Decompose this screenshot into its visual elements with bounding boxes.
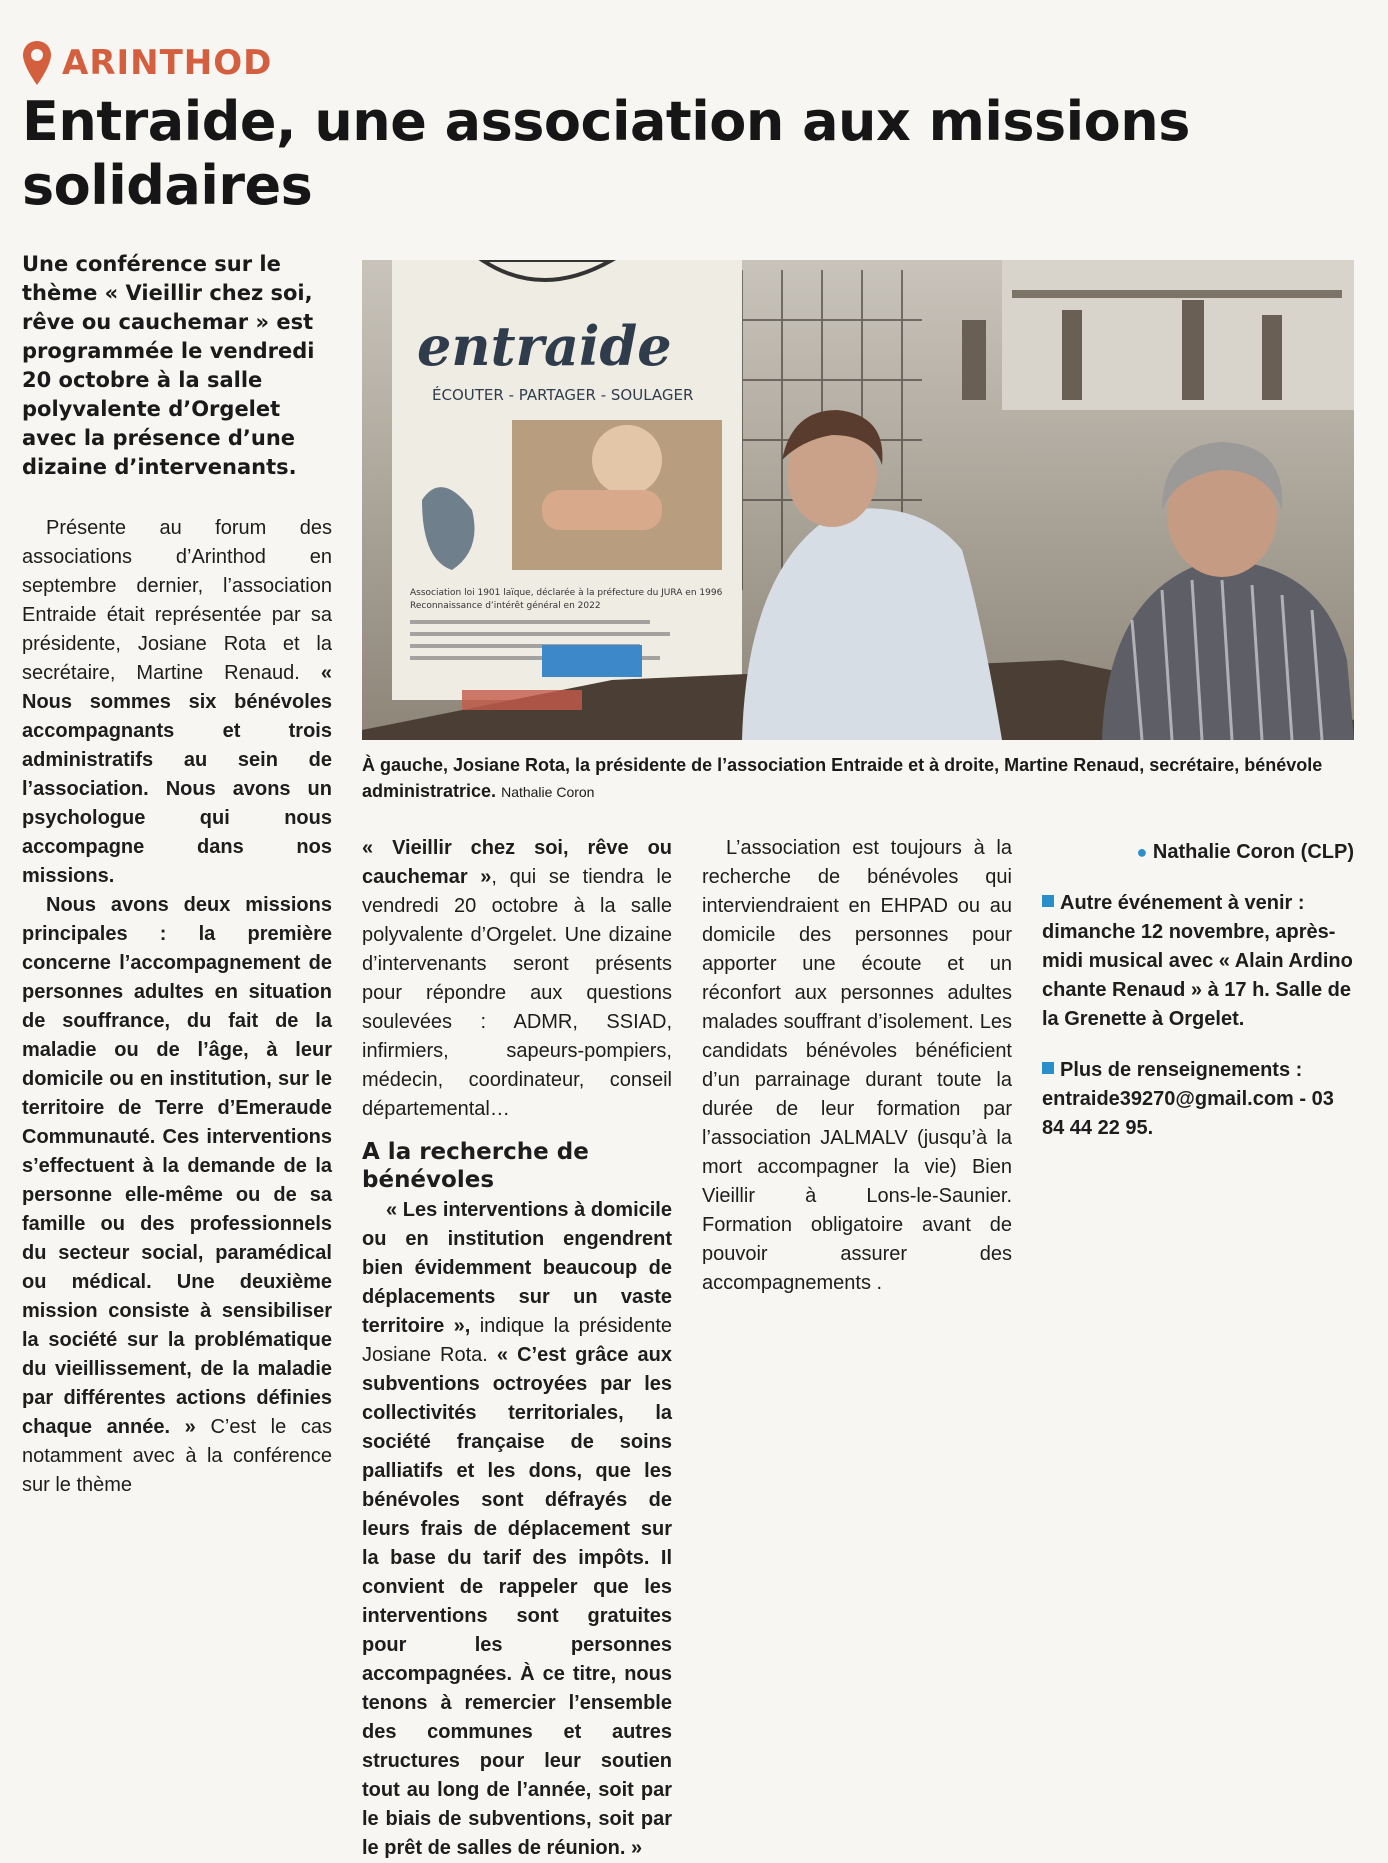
article-column-4 xyxy=(1042,834,1354,1143)
location-kicker xyxy=(22,38,272,88)
location-name: ARINTHOD xyxy=(62,43,273,83)
paragraph-2-tail: C’est le cas notamment avec à la conférence sur le thème xyxy=(22,1416,332,1496)
article-column-3 xyxy=(702,834,1012,1298)
photo-credit: Nathalie Coron xyxy=(501,784,595,800)
banner-line-1: Association loi 1901 laïque, déclarée à la préfecture du JURA en 1996 xyxy=(410,588,723,598)
event-info-text: Autre événement à venir : dimanche 12 novembre, après-midi musical avec « Alain Ardino chante Renaud » à 17 h. Salle de la Grenette à Orgelet. xyxy=(1042,892,1353,1030)
article-column-2 xyxy=(362,834,672,1863)
paragraph-2-end: , qui se tiendra le vendredi 20 octobre à la salle polyvalente d’Orgelet. Une dizaine d’intervenants seront présents pour répondre aux questions soulevées : ADMR, SSIAD, infirmiers, sapeurs-pompiers, médecin, coordinateur, conseil départemental… xyxy=(362,866,672,1120)
square-bullet-icon xyxy=(1042,895,1054,907)
article-column-1 xyxy=(22,514,332,1500)
paragraph-1-quote: « Nous sommes six bénévoles accompagnants et trois administratifs au sein de l’association. Nous avons un psychologue qui nous accompagne dans nos missions. xyxy=(22,662,332,887)
paragraph-3-quote: « Les interventions à domicile ou en institution engendrent bien évidemment beaucoup de déplacements sur un vaste territoire », xyxy=(362,1199,672,1337)
paragraph-2-quote: « Vieillir chez soi, rêve ou cauchemar » xyxy=(362,837,672,888)
map-pin-icon xyxy=(22,40,52,86)
paragraph-1: Présente au forum des associations d’Arinthod en septembre dernier, l’association Entraide était représentée par sa présidente, Josiane Rota et la secrétaire, Martine Renaud. xyxy=(22,517,332,684)
contact-details: entraide39270@gmail.com - 03 84 44 22 95. xyxy=(1042,1088,1334,1139)
banner-line-2: Reconnaissance d’intérêt général en 2022 xyxy=(410,601,601,611)
article-headline: Entraide, une association aux missions solidaires xyxy=(22,90,1190,217)
article-lead: Une conférence sur le thème « Vieillir chez soi, rêve ou cauchemar » est programmée le vendredi 20 octobre à la salle polyvalente d’Orgelet avec la présence d’une dizaine d’intervenants. xyxy=(22,252,315,479)
contact-label: Plus de renseignements : xyxy=(1060,1059,1303,1081)
bullet-dot-icon: ● xyxy=(1136,842,1148,862)
article-photo xyxy=(362,260,1354,740)
section-subhead: A la recherche de bénévoles xyxy=(362,1139,589,1193)
banner-tagline: ÉCOUTER - PARTAGER - SOULAGER xyxy=(432,386,694,404)
event-info xyxy=(1042,889,1354,1034)
square-bullet-icon xyxy=(1042,1062,1054,1074)
paragraph-3-quote-2: « C’est grâce aux subventions octroyées par les collectivités territoriales, la société française de soins palliatifs et les dons, que les bénévoles sont défrayés de leurs frais de déplacement sur la base du tarif des impôts. Il convient de rappeler que les interventions sont gratuites pour les personnes accompagnées. À ce titre, nous tenons à remercier l’ensemble des communes et autres structures pour leur soutien tout au long de l’année, soit par le biais de subventions, soit par le prêt de salles de réunion. » xyxy=(362,1344,673,1859)
banner-title: entraide xyxy=(417,314,672,378)
paragraph-3-mid: indique la présidente Josiane Rota. xyxy=(362,1315,672,1366)
photo-caption xyxy=(362,752,1354,805)
paragraph-4: L’association est toujours à la recherche de bénévoles qui interviendraient en EHPAD ou au domicile des personnes pour apporter une écoute et un réconfort aux personnes adultes malades souffrant d’isolement. Les candidats bénévoles bénéficient d’un parrainage durant toute la durée de leur formation par l’association JALMALV (jusqu’à la mort accompagner la vie) Bien Vieillir à Lons-le-Saunier. Formation obligatoire avant de pouvoir assurer des accompagnements . xyxy=(702,837,1012,1294)
contact-info xyxy=(1042,1056,1354,1143)
caption-text: À gauche, Josiane Rota, la présidente de l’association Entraide et à droite, Martine Renaud, secrétaire, bénévole administratrice. xyxy=(362,755,1323,801)
photo-scene xyxy=(362,260,1354,740)
paragraph-2: Nous avons deux missions principales : la première concerne l’accompagnement de personnes adultes en situation de souffrance, du fait de la maladie ou de l’âge, à leur domicile ou en institution, sur le territoire de Terre d’Emeraude Communauté. Ces interventions s’effectuent à la demande de la personne elle-même ou de sa famille ou des professionnels du secteur social, paramédical ou médical. Une deuxième mission consiste à sensibiliser la société sur la problématique du vieillissement, de la maladie par différentes actions définies chaque année. » xyxy=(22,894,332,1438)
author-name: Nathalie Coron (CLP) xyxy=(1152,841,1354,863)
author-signature xyxy=(1042,838,1354,867)
